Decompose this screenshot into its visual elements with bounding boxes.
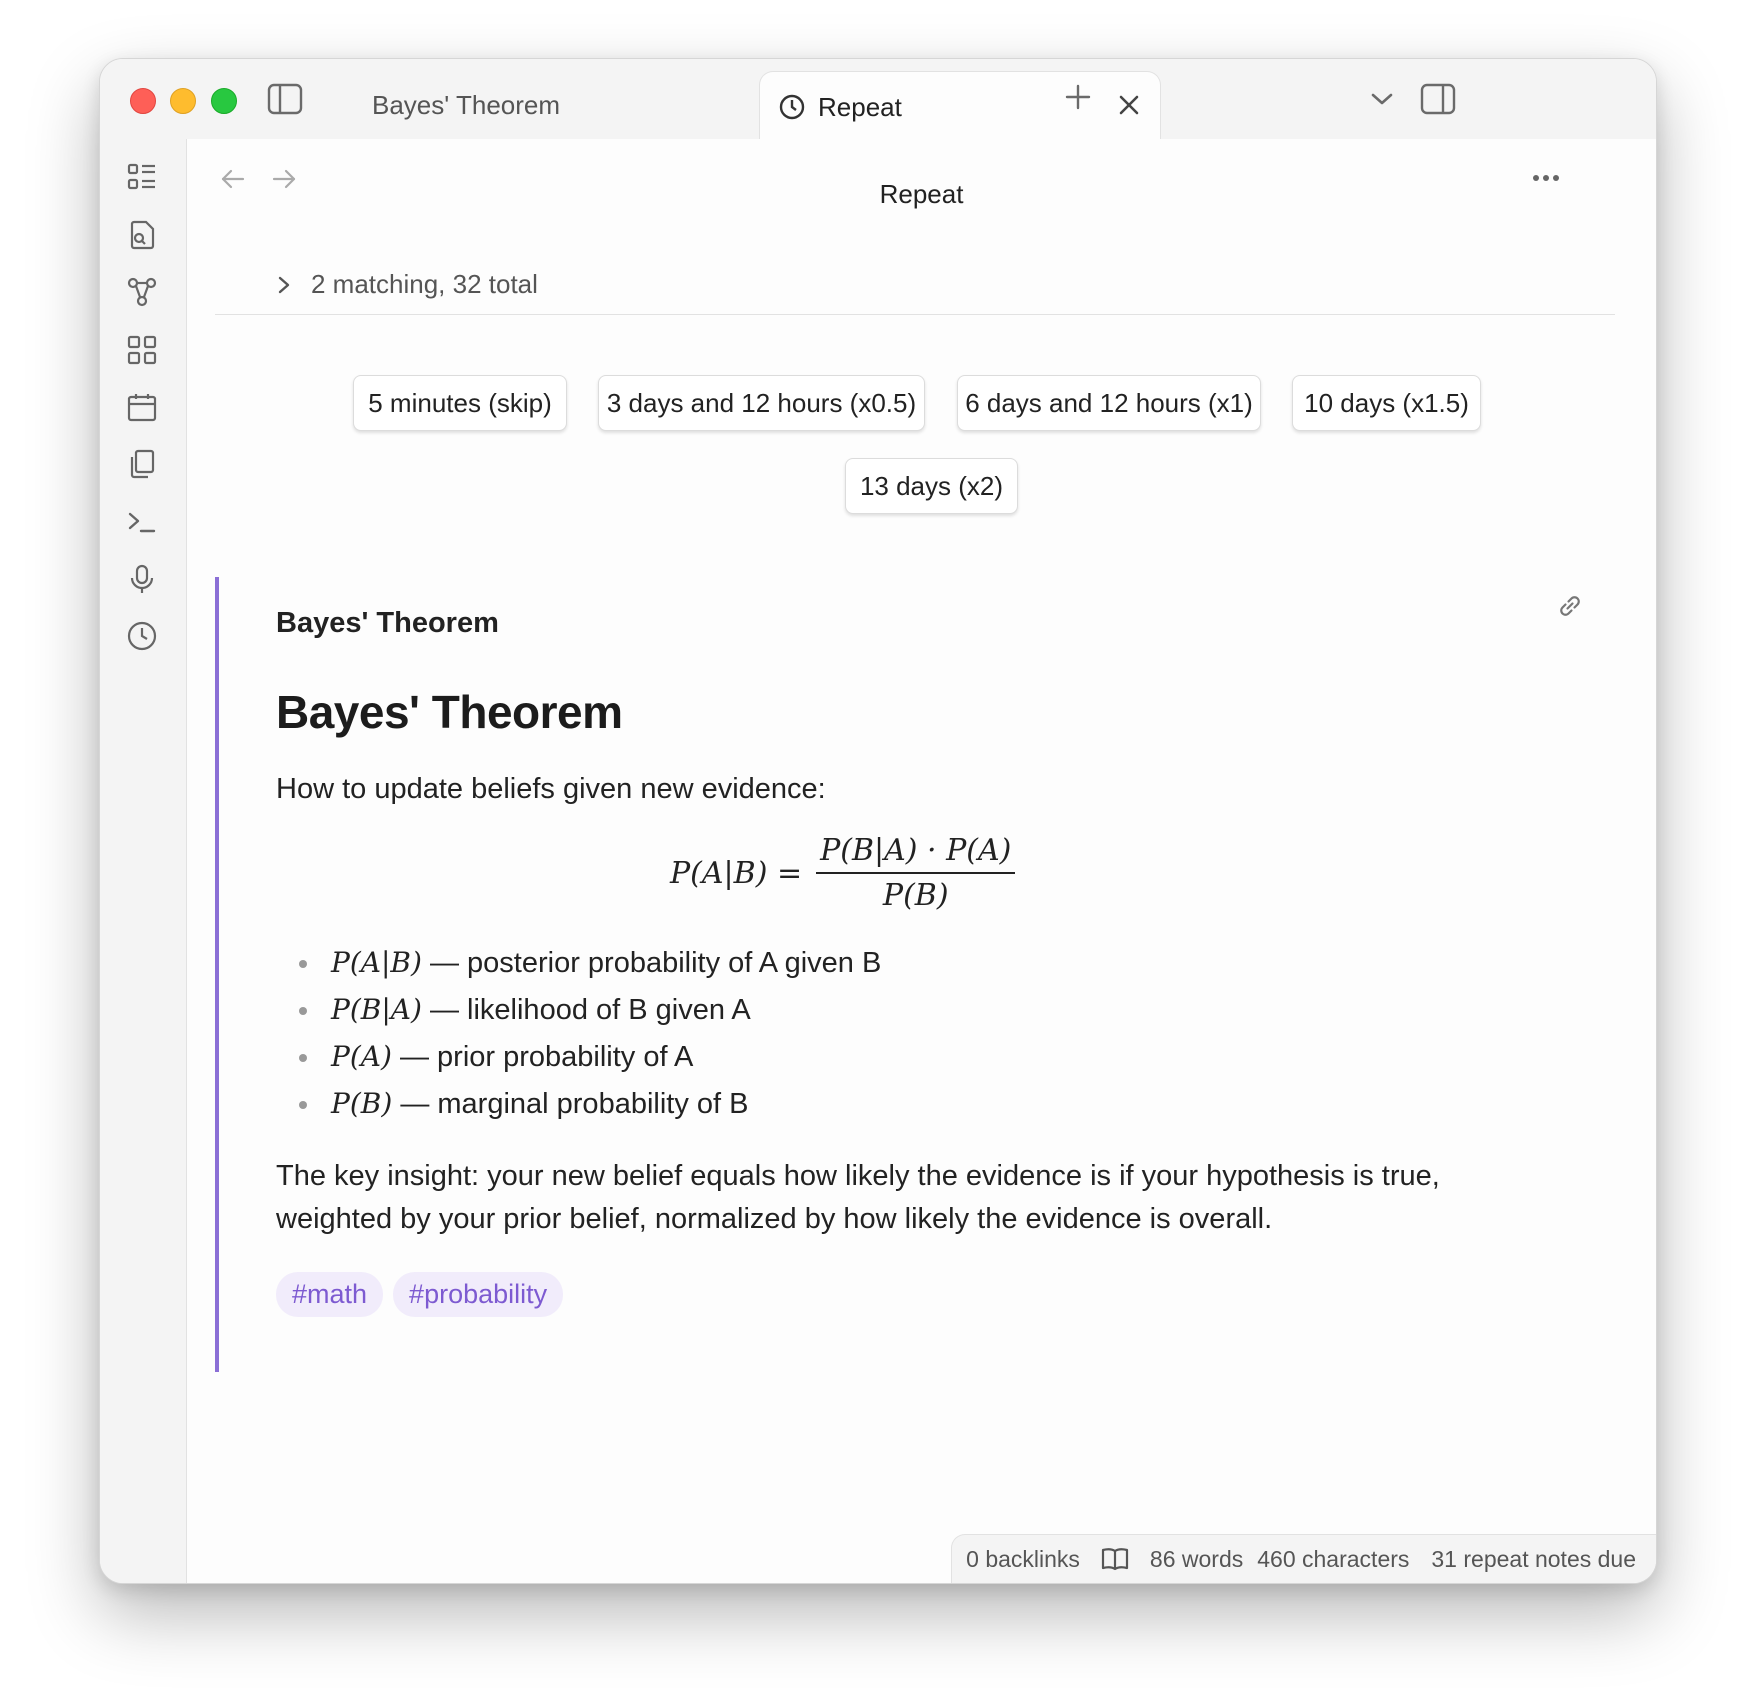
status-bar [951,1534,1656,1583]
match-summary-text: 2 matching, 32 total [311,269,538,299]
repeat-13-days-button[interactable]: 13 days (x2) [845,458,1018,514]
tab-repeat[interactable] [759,71,1161,142]
close-window-button[interactable] [130,88,156,114]
list-item: P(B|A) — likelihood of B given A [299,986,881,1033]
terminal-icon[interactable] [122,502,162,542]
tag-list [276,1272,563,1317]
note-heading: Bayes' Theorem [276,686,623,738]
backlinks-count[interactable]: 0 backlinks [966,1545,1080,1572]
toggle-right-sidebar-icon[interactable] [1418,79,1458,119]
file-search-icon[interactable] [122,215,162,255]
word-count: 86 words [1149,1545,1244,1572]
copy-icon[interactable] [122,444,162,484]
definition-list [299,939,881,1127]
repeat-due-count[interactable]: 31 repeat notes due [1431,1545,1636,1572]
formula-lhs: P(A|B) = [670,855,803,891]
tab-label: Repeat [818,91,902,122]
tab-label: Bayes' Theorem [372,89,561,120]
note-insight: The key insight: your new belief equals how likely the evidence is if your hypothesis is true, weighted by your prior belief, normalized by how likely the evidence is overall. [276,1160,1440,1235]
list-icon[interactable] [122,157,162,197]
divider [215,314,1615,315]
graph-icon[interactable] [122,272,162,312]
match-summary-toggle[interactable] [277,269,538,300]
clock-icon [778,93,806,121]
repeat-3-days-button[interactable]: 3 days and 12 hours (x0.5) [598,375,925,431]
note-intro: How to update beliefs given new evidence: [276,773,826,805]
formula-numerator: P(B|A) · P(A) [816,833,1015,874]
zoom-window-button[interactable] [211,88,237,114]
reading-mode-icon[interactable] [1100,1546,1130,1572]
note-embed [215,577,1519,1372]
tag-probability[interactable]: #probability [393,1272,563,1317]
formula-fraction [816,833,1015,913]
main-pane [187,139,1656,1583]
repeat-6-days-button[interactable]: 6 days and 12 hours (x1) [957,375,1261,431]
note-embed-title: Bayes' Theorem [276,607,499,639]
formula-denominator: P(B) [882,878,949,913]
list-item: P(A|B) — posterior probability of A given B [299,939,881,986]
new-tab-icon[interactable] [1058,77,1098,117]
clock-icon[interactable] [122,616,162,656]
more-options-icon[interactable] [1526,163,1566,193]
bayes-formula [670,833,1015,913]
list-item: P(A) — prior probability of A [299,1033,881,1080]
close-tab-icon[interactable] [1116,92,1142,118]
app-window [99,58,1657,1584]
repeat-5-minutes-button[interactable]: 5 minutes (skip) [353,375,567,431]
left-ribbon [100,139,187,1583]
view-title: Repeat [879,179,964,209]
character-count: 460 characters [1257,1545,1410,1572]
tag-math[interactable]: #math [276,1272,383,1317]
chevron-right-icon [277,275,291,295]
link-icon[interactable] [1555,591,1585,621]
list-item: P(B) — marginal probability of B [299,1080,881,1127]
chevron-down-icon[interactable] [1362,79,1402,119]
tab-bar [100,59,1656,140]
repeat-10-days-button[interactable]: 10 days (x1.5) [1292,375,1481,431]
grid-icon[interactable] [122,330,162,370]
microphone-icon[interactable] [122,559,162,599]
calendar-icon[interactable] [122,387,162,427]
minimize-window-button[interactable] [170,88,196,114]
toggle-left-sidebar-icon[interactable] [265,79,305,119]
